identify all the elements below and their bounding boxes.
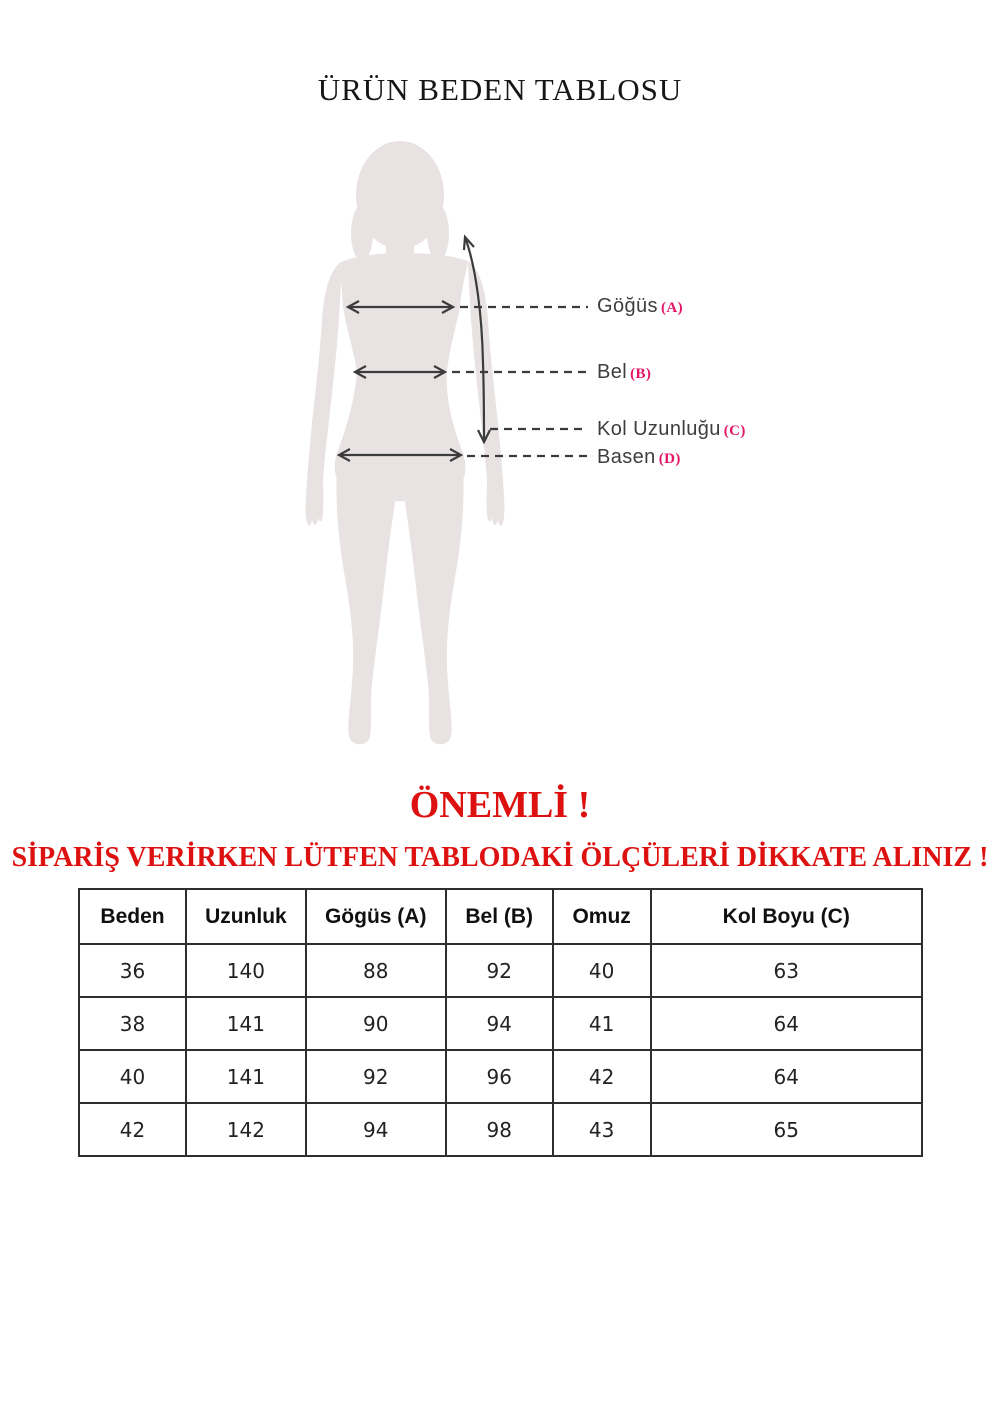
cell: 42	[553, 1050, 651, 1103]
page-title: ÜRÜN BEDEN TABLOSU	[317, 72, 683, 107]
table-row	[79, 944, 922, 997]
cell: 92	[446, 944, 553, 997]
measurement-label-text: Kol Uzunluğu	[597, 418, 721, 440]
cell: 90	[306, 997, 446, 1050]
left-leg	[336, 457, 398, 744]
right-arm	[468, 261, 504, 526]
col-header-bel: Bel (B)	[446, 889, 553, 944]
warning-subheading: SİPARİŞ VERİRKEN LÜTFEN TABLODAKİ ÖLÇÜLERİ DİKKATE ALINIZ !	[11, 842, 989, 873]
table-row	[79, 1050, 922, 1103]
cell: 43	[553, 1103, 651, 1156]
measurement-label-waist	[597, 360, 651, 384]
col-header-beden: Beden	[79, 889, 186, 944]
measurement-letter: (B)	[630, 366, 652, 382]
cell: 42	[79, 1103, 186, 1156]
hair-lock-right	[427, 205, 449, 261]
measurement-letter: (C)	[723, 423, 746, 439]
cell: 41	[553, 997, 651, 1050]
cell: 36	[79, 944, 186, 997]
cell: 142	[186, 1103, 306, 1156]
measurement-letter: (D)	[658, 451, 681, 467]
cell: 64	[651, 997, 922, 1050]
col-header-omuz: Omuz	[553, 889, 651, 944]
measurement-label-hip	[597, 445, 681, 469]
cell: 63	[651, 944, 922, 997]
cell: 94	[306, 1103, 446, 1156]
col-header-gogus: Gögüs (A)	[306, 889, 446, 944]
cell: 96	[446, 1050, 553, 1103]
cell: 40	[79, 1050, 186, 1103]
torso	[335, 253, 468, 501]
size-table-header-row	[79, 889, 922, 944]
measurement-label-text: Göğüs	[597, 295, 658, 317]
cell: 141	[186, 1050, 306, 1103]
measurement-label-text: Basen	[597, 446, 656, 468]
col-header-kol-boyu: Kol Boyu (C)	[651, 889, 922, 944]
cell: 40	[553, 944, 651, 997]
important-heading: ÖNEMLİ !	[409, 784, 591, 826]
col-header-uzunluk: Uzunluk	[186, 889, 306, 944]
cell: 94	[446, 997, 553, 1050]
cell: 64	[651, 1050, 922, 1103]
hair-lock-left	[351, 205, 373, 261]
table-row	[79, 1103, 922, 1156]
cell: 140	[186, 944, 306, 997]
cell: 38	[79, 997, 186, 1050]
body-measurement-diagram	[280, 135, 760, 765]
cell: 88	[306, 944, 446, 997]
table-row	[79, 997, 922, 1050]
measurement-letter: (A)	[660, 300, 683, 316]
right-leg	[402, 457, 464, 744]
cell: 65	[651, 1103, 922, 1156]
measurement-label-text: Bel	[597, 361, 628, 383]
cell: 92	[306, 1050, 446, 1103]
measurement-label-arm-length	[597, 417, 746, 441]
cell: 141	[186, 997, 306, 1050]
measurement-label-chest	[597, 294, 683, 318]
female-body-silhouette	[306, 141, 505, 744]
cell: 98	[446, 1103, 553, 1156]
size-table	[78, 888, 923, 1157]
